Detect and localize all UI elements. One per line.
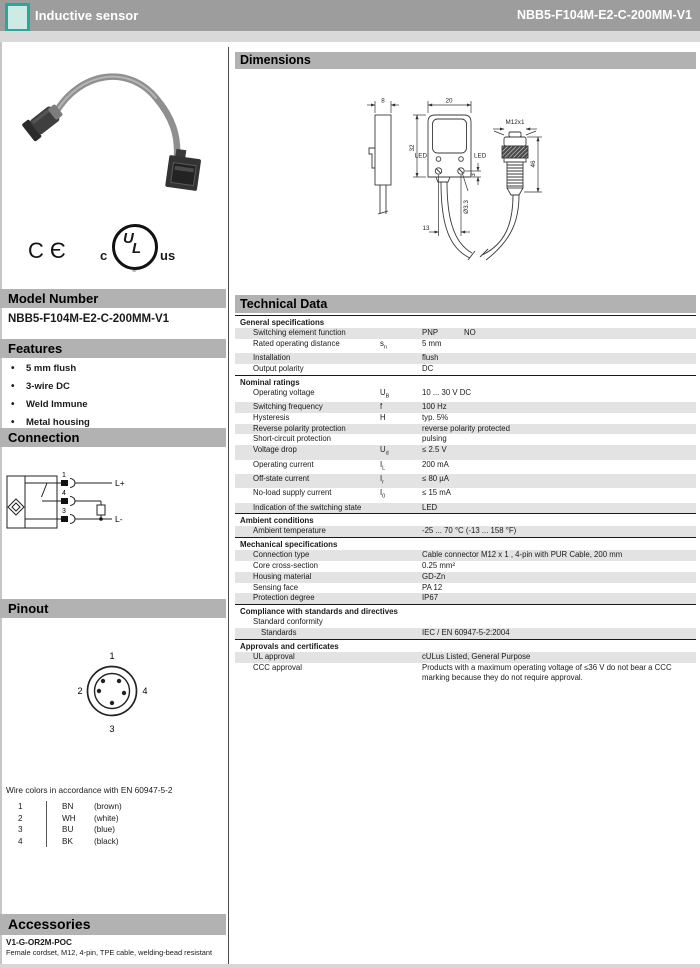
spec-value: IP67	[422, 593, 439, 603]
spec-symbol	[380, 503, 422, 514]
wire-pin: 2	[18, 813, 23, 823]
spec-row	[235, 339, 696, 353]
spec-row	[235, 424, 696, 435]
spec-symbol: $I_0$	[380, 488, 386, 500]
spec-row	[235, 353, 696, 364]
dim-hole-spacing: 13	[422, 225, 430, 232]
spec-label: Operating current	[253, 459, 314, 469]
led-left-dot	[436, 157, 441, 162]
spec-label: Sensing face	[253, 582, 299, 592]
spec-value: LED	[422, 502, 438, 512]
spec-symbol	[380, 628, 422, 639]
spec-row	[235, 526, 696, 537]
led-right-label: LED	[474, 152, 487, 160]
spec-section-header: Nominal ratings	[235, 375, 696, 388]
spec-value-secondary: NO	[464, 328, 476, 337]
feature-item	[8, 362, 218, 380]
spec-value: PNP NO	[422, 328, 476, 337]
spec-value: ≤ 2.5 V	[422, 445, 447, 455]
header-model-number: NBB5-F104M-E2-C-200MM-V1	[516, 8, 692, 22]
technical-data-table	[235, 315, 696, 684]
feature-item	[8, 380, 218, 398]
dimensions-section-header: Dimensions	[235, 52, 696, 69]
spec-value: Products with a maximum operating voltage of ≤36 V do not bear a CCC marking because they do not require approval.	[422, 662, 672, 683]
spec-symbol: $U_B$	[380, 387, 390, 400]
spec-label: Off-state current	[253, 473, 310, 483]
spec-symbol: $I_r$	[380, 473, 385, 486]
spec-value: 200 mA	[422, 459, 449, 469]
dim-thread: M12x1	[505, 119, 525, 126]
spec-label: Operating voltage	[253, 387, 315, 397]
spec-section-header: Approvals and certificates	[235, 639, 696, 652]
spec-row	[235, 388, 696, 402]
spec-symbol	[380, 434, 422, 445]
dim-connector-height: 46	[530, 160, 537, 168]
spec-row	[235, 583, 696, 594]
spec-symbol	[380, 663, 422, 685]
spec-label: Installation	[253, 353, 291, 363]
wire-color-name: (blue)	[94, 825, 115, 835]
dim-hole-dia: Ø3.3	[463, 200, 470, 214]
spec-section-header: Compliance with standards and directives	[235, 604, 696, 617]
spec-symbol	[380, 583, 422, 594]
spec-row	[235, 413, 696, 424]
spec-label: Standard conformity	[253, 617, 323, 627]
spec-value: PA 12	[422, 582, 443, 592]
spec-value: pulsing	[422, 434, 447, 444]
spec-row	[235, 628, 696, 639]
load-symbol	[97, 505, 105, 515]
wire-pin: 3	[18, 825, 23, 835]
wire-code: BN	[46, 801, 94, 813]
wire-pin: 1	[18, 802, 23, 811]
spec-label: Indication of the switching state	[253, 502, 362, 512]
features-list	[8, 362, 218, 434]
bullet-icon: •	[11, 399, 15, 410]
pinout-diagram	[62, 643, 162, 743]
spec-row	[235, 652, 696, 663]
page-left-edge	[0, 42, 2, 964]
spec-row	[235, 328, 696, 339]
spec-value: GD-Zn	[422, 571, 446, 581]
spec-label: Rated operating distance	[253, 338, 340, 348]
spec-section-header: Mechanical specifications	[235, 537, 696, 550]
spec-symbol: $s_n$	[380, 338, 387, 351]
spec-label: Core cross-section	[253, 561, 318, 571]
spec-row	[235, 434, 696, 445]
model-number-section-header: Model Number	[0, 289, 226, 308]
bullet-icon: •	[11, 363, 15, 374]
l-plus-label: L+	[115, 478, 125, 488]
ul-us-label: us	[160, 248, 176, 263]
spec-value: 10 ... 30 V DC	[422, 387, 471, 397]
spec-row	[235, 474, 696, 488]
spec-symbol	[380, 526, 422, 537]
wire-pin: 4	[18, 836, 23, 846]
spec-value: 5 mm	[422, 338, 442, 348]
spec-symbol	[380, 572, 422, 583]
spec-label: Hysteresis	[253, 412, 290, 422]
front-view	[428, 115, 471, 177]
spec-label: UL approval	[253, 651, 295, 661]
features-section-header: Features	[0, 339, 226, 358]
pinout-label-2: 2	[77, 686, 83, 696]
wire-color-row	[6, 836, 206, 848]
spec-value: 0.25 mm²	[422, 561, 455, 571]
cul-us-logo	[88, 224, 184, 280]
spec-row	[235, 663, 696, 685]
feature-label: Weld Immune	[26, 399, 88, 410]
spec-label: Output polarity	[253, 363, 304, 373]
spec-symbol	[380, 593, 422, 604]
bullet-icon: •	[11, 381, 15, 392]
led-right-dot	[459, 157, 464, 162]
dim-front-width: 20	[445, 97, 453, 105]
dimension-drawing	[358, 92, 568, 292]
pin-4-label: 4	[62, 490, 66, 497]
spec-label: Switching frequency	[253, 402, 323, 412]
spec-symbol	[380, 353, 422, 364]
spec-symbol	[380, 652, 422, 663]
connection-diagram	[4, 466, 164, 546]
spec-row	[235, 460, 696, 474]
pinout-label-4: 4	[142, 686, 148, 696]
spec-symbol	[380, 617, 422, 628]
spec-value: typ. 5%	[422, 412, 449, 422]
feature-label: 3-wire DC	[26, 381, 70, 392]
spec-section-header: Ambient conditions	[235, 513, 696, 526]
spec-value: ≤ 15 mA	[422, 488, 451, 498]
spec-value: Cable connector M12 x 1 , 4-pin with PUR Cable, 200 mm	[422, 550, 623, 560]
product-type-title: Inductive sensor	[35, 8, 139, 23]
inductive-sensor-symbol	[8, 499, 24, 515]
header-substrip	[0, 31, 700, 42]
feature-label: Metal housing	[26, 417, 90, 428]
spec-label: No-load supply current	[253, 488, 332, 498]
feature-label: 5 mm flush	[26, 363, 77, 374]
spec-label: Protection degree	[253, 593, 315, 603]
wire-color-name: (brown)	[94, 802, 122, 811]
ul-c-label: c	[100, 248, 108, 263]
spec-section-header: General specifications	[235, 315, 696, 328]
spec-row	[235, 572, 696, 583]
spec-symbol	[380, 561, 422, 572]
spec-value: -25 ... 70 °C (-13 ... 158 °F)	[422, 526, 517, 536]
l-minus-label: L-	[115, 514, 123, 524]
dim-side-width: 8	[381, 97, 385, 105]
dim-height: 32	[409, 144, 416, 152]
spec-label: Housing material	[253, 571, 312, 581]
spec-label: Connection type	[253, 550, 310, 560]
accessories-section-header: Accessories	[0, 914, 226, 935]
pinout-label-1: 1	[109, 651, 115, 661]
technical-data-section-header: Technical Data	[235, 295, 696, 313]
pin-1-label: 1	[62, 472, 66, 479]
spec-label: Reverse polarity protection	[253, 423, 346, 433]
wire-code: BU	[46, 824, 94, 836]
spec-row	[235, 503, 696, 514]
pin-3-label: 3	[62, 508, 66, 515]
spec-symbol	[380, 364, 422, 375]
spec-symbol	[380, 424, 422, 435]
spec-value: ≤ 80 µA	[422, 473, 449, 483]
spec-value: IEC / EN 60947-5-2:2004	[422, 628, 510, 638]
spec-label: Short-circuit protection	[253, 434, 331, 444]
spec-row	[235, 561, 696, 572]
side-view	[375, 115, 391, 185]
pinout-label-3: 3	[109, 724, 115, 734]
spec-value: 100 Hz	[422, 402, 447, 412]
wire-color-row	[6, 824, 206, 836]
wire-code: BK	[46, 836, 94, 848]
spec-label: Switching element function	[253, 328, 346, 337]
spec-label: Voltage drop	[253, 445, 297, 455]
model-number-value: NBB5-F104M-E2-C-200MM-V1	[8, 313, 170, 325]
sensor-body-outline	[7, 476, 57, 528]
spec-label: CCC approval	[253, 662, 302, 672]
accessory-description: Female cordset, M12, 4-pin, TPE cable, welding-bead resistant	[6, 948, 213, 957]
spec-row	[235, 402, 696, 413]
spec-value	[422, 617, 696, 628]
brand-square-icon	[5, 3, 30, 32]
wire-color-name: (black)	[94, 836, 119, 846]
accessory-model: V1-G-OR2M-POC	[6, 938, 72, 947]
photo-sensor-body	[165, 148, 202, 191]
spec-value: DC	[422, 363, 434, 373]
wire-code: WH	[46, 813, 94, 825]
spec-value: reverse polarity protected	[422, 423, 510, 433]
connection-section-header: Connection	[0, 428, 226, 447]
spec-label: Ambient temperature	[253, 526, 326, 536]
wire-color-row	[6, 801, 206, 813]
spec-row	[235, 445, 696, 459]
page-header	[0, 0, 700, 31]
dim-hole-offset: 3	[470, 173, 477, 177]
spec-row	[235, 593, 696, 604]
bullet-icon: •	[11, 417, 15, 428]
spec-value: flush	[422, 353, 439, 363]
ul-registered-mark: ®	[132, 268, 137, 274]
spec-symbol: $U_d$	[380, 445, 389, 457]
wire-color-name: (white)	[94, 813, 119, 823]
spec-value: cULus Listed, General Purpose	[422, 651, 531, 661]
spec-label: Standards	[261, 628, 297, 638]
pinout-section-header: Pinout	[0, 599, 226, 618]
wire-color-row	[6, 813, 206, 825]
spec-symbol: f	[380, 402, 383, 412]
spec-symbol: $I_L$	[380, 459, 386, 472]
column-divider	[228, 47, 229, 964]
spec-symbol	[380, 328, 422, 339]
ce-mark: CЄ	[28, 238, 72, 263]
wire-colors-table	[6, 801, 206, 847]
spec-row	[235, 364, 696, 375]
spec-row	[235, 550, 696, 561]
spec-row	[235, 617, 696, 628]
photo-cable	[56, 77, 177, 156]
spec-symbol	[380, 550, 422, 561]
feature-item	[8, 398, 218, 416]
connector-view	[509, 132, 521, 137]
led-left-label: LED	[414, 152, 427, 160]
spec-symbol: H	[380, 412, 386, 422]
ul-circle-icon: U L	[112, 224, 158, 270]
page-bottom-edge	[0, 964, 700, 968]
spec-row	[235, 488, 696, 502]
wire-colors-note: Wire colors in accordance with EN 60947-5-2	[6, 785, 173, 795]
